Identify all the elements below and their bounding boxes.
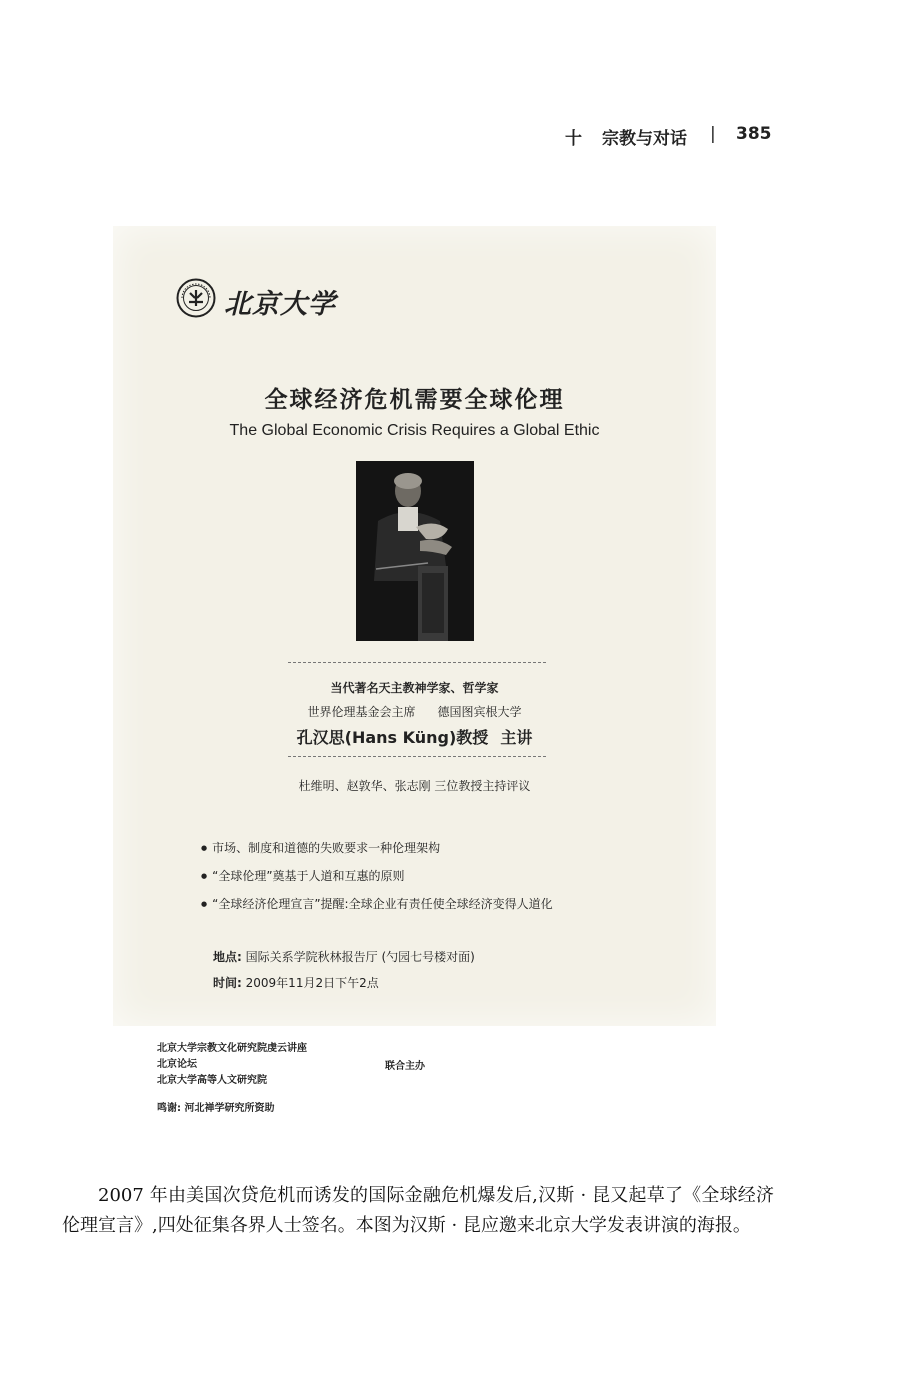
affiliation-foundation: 世界伦理基金会主席 <box>307 705 416 719</box>
university-name: 北京大学 <box>224 289 336 320</box>
speaker-description: 当代著名天主教神学家、哲学家 <box>330 681 499 695</box>
speaker-role: 主讲 <box>500 728 533 747</box>
divider-bottom <box>288 756 546 757</box>
venue-value: 国际关系学院秋林报告厅 (勺园七号楼对面) <box>245 950 475 964</box>
panel-hosts: 杜维明、赵敦华、张志刚 三位教授主持评议 <box>298 779 531 793</box>
chapter-title: 宗教与对话 <box>602 129 687 149</box>
university-seal-icon <box>176 278 216 318</box>
venue-label: 地点: <box>213 950 242 964</box>
list-item: ● 市场、制度和道德的失败要求一种伦理架构 <box>201 839 553 856</box>
divider-top <box>288 662 546 663</box>
poster-title-chinese: 全球经济危机需要全球伦理 <box>264 387 565 413</box>
time-label: 时间: <box>213 976 242 990</box>
time-row <box>213 974 475 991</box>
event-details <box>213 948 475 1000</box>
chapter-number: 十 <box>565 129 582 149</box>
figure-caption: 2007 年由美国次贷危机而诱发的国际金融危机爆发后,汉斯 · 昆又起草了《全球经济伦理宣言》,四处征集各界人士签名。本图为汉斯 · 昆应邀来北京大学发表讲演的海报。 <box>62 1185 774 1236</box>
affiliation-university: 德国图宾根大学 <box>437 705 522 719</box>
co-host-label: 联合主办 <box>385 1061 425 1072</box>
time-value: 2009年11月2日下午2点 <box>245 976 379 990</box>
acknowledgement: 鸣谢: 河北禅学研究所资助 <box>157 1103 275 1114</box>
page-number: 385 <box>736 124 772 144</box>
speaker-name: 孔汉思(Hans Küng)教授 <box>296 728 489 747</box>
poster-title-english: The Global Economic Crisis Requires a Global Ethic <box>229 422 600 439</box>
speaker-portrait-image <box>356 461 474 641</box>
list-item: ● “全球伦理”奠基于人道和互惠的原则 <box>201 867 553 884</box>
topic-list <box>201 839 553 923</box>
list-item: ● “全球经济伦理宣言”提醒:全球企业有责任使全球经济变得人道化 <box>201 895 553 912</box>
organizer-list <box>157 1041 307 1089</box>
speaker-affiliations <box>113 703 716 720</box>
lecture-poster <box>113 226 716 1026</box>
organizer: 北京论坛 <box>157 1059 197 1070</box>
speaker-photo <box>356 461 474 641</box>
header-separator: | <box>710 124 716 144</box>
organizer: 北京大学宗教文化研究院虔云讲座 <box>157 1043 307 1054</box>
venue-row <box>213 948 475 965</box>
organizer: 北京大学高等人文研究院 <box>157 1075 267 1086</box>
speaker-line <box>113 725 716 748</box>
